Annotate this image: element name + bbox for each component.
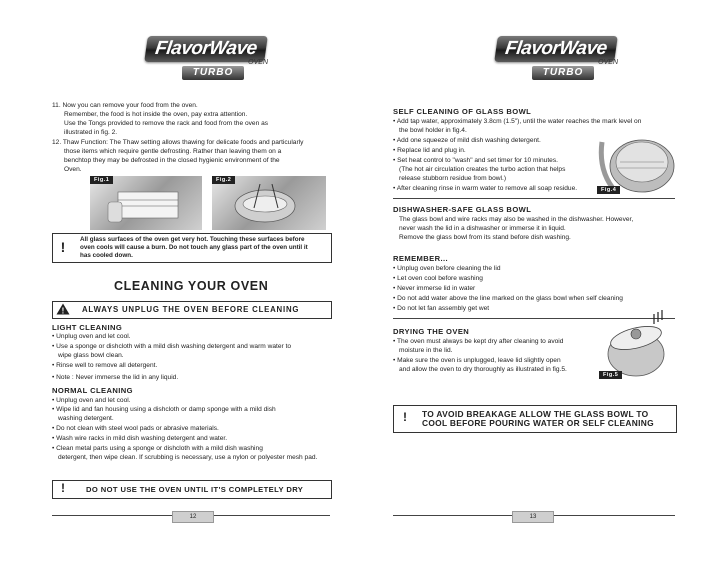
breakage-line: TO AVOID BREAKAGE ALLOW THE GLASS BOWL TO [422, 409, 649, 419]
logo-turbo: TURBO [532, 66, 594, 80]
flavorwave-logo-right [492, 26, 632, 82]
light-line: • Rinse well to remove all detergent. [52, 362, 158, 369]
warning-icon: ! [403, 410, 407, 424]
self-line: • Add tap water, approximately 3.8cm (1.5"), until the water reaches the mark level on [393, 118, 642, 125]
normal-cleaning-heading: NORMAL CLEANING [52, 386, 133, 395]
warning-icon: ! [61, 481, 65, 495]
fig1-drawing [100, 184, 195, 228]
list-line: Remember, the food is hot inside the oven, pay extra attention. [64, 111, 248, 118]
normal-line: • Wash wire racks in mild dish washing detergent and water. [52, 435, 228, 442]
list-line: those items which require gentle defrosting. Rather than leaving them on a [64, 148, 282, 155]
list-line: benchtop they may be defrosted in the closed hygienic environment of the [64, 157, 280, 164]
list-line: 11. Now you can remove your food from the oven. [52, 102, 198, 109]
page-number: 13 [512, 511, 554, 523]
remember-line: • Never immerse lid in water [393, 285, 476, 292]
dry-line: moisture in the lid. [399, 347, 453, 354]
dishwasher-heading: DISHWASHER-SAFE GLASS BOWL [393, 205, 532, 214]
normal-line: • Clean metal parts using a sponge or dishcloth with a mild dish washing [52, 445, 263, 452]
dry-line: and allow the oven to dry thoroughly as illustrated in fig.5. [399, 366, 567, 373]
light-cleaning-heading: LIGHT CLEANING [52, 323, 123, 332]
self-line: the bowl holder in fig.4. [399, 127, 467, 134]
normal-line: detergent, then wipe clean. If scrubbing is necessary, use a nylon or polyester mesh pad. [58, 454, 318, 461]
hot-warning-line: has cooled down. [80, 252, 133, 259]
list-line: Use the Tongs provided to remove the rack and food from the oven as [64, 120, 269, 127]
normal-line: washing detergent. [58, 415, 114, 422]
self-cleaning-heading: SELF CLEANING OF GLASS BOWL [393, 107, 532, 116]
logo-wordmark: FlavorWave [494, 36, 618, 62]
light-line: wipe glass bowl clean. [58, 352, 124, 359]
normal-line: • Unplug oven and let cool. [52, 397, 131, 404]
fig2-label: Fig.2 [212, 176, 235, 184]
remember-line: • Let oven cool before washing [393, 275, 483, 282]
light-line: • Use a sponge or dishcloth with a mild dish washing detergent and warm water to [52, 343, 292, 350]
fig2-drawing [220, 184, 320, 228]
page-number: 12 [172, 511, 214, 523]
light-line: • Note : Never immerse the lid in any liquid. [52, 374, 179, 381]
drying-heading: DRYING THE OVEN [393, 327, 470, 336]
svg-text:!: ! [61, 306, 65, 315]
normal-line: • Wipe lid and fan housing using a dishcloth or damp sponge with a mild dish [52, 406, 276, 413]
breakage-line: COOL BEFORE POURING WATER OR SELF CLEANING [422, 418, 654, 428]
list-line: 12. Thaw Function: The Thaw setting allows thawing for delicate foods and particularly [52, 139, 304, 146]
dry-line: • Make sure the oven is unplugged, leave lid slightly open [393, 357, 561, 364]
flavorwave-logo-left [142, 26, 282, 82]
dish-line: Remove the glass bowl from its stand before dish washing. [399, 234, 571, 241]
self-line: • After cleaning rinse in warm water to remove all soap residue. [393, 185, 578, 192]
section-rule [393, 198, 675, 199]
hot-warning-line: oven cools will cause a burn. Do not touch any glass part of the oven until it [80, 244, 308, 251]
list-line: illustrated in fig. 2. [64, 129, 118, 136]
self-line: • Replace lid and plug in. [393, 147, 466, 154]
remember-heading: REMEMBER... [393, 254, 449, 263]
logo-turbo: TURBO [182, 66, 244, 80]
dish-line: never wash the lid in a dishwasher or immerse it in liquid. [399, 225, 566, 232]
logo-sub: OVEN [248, 59, 268, 66]
fig1-label: Fig.1 [90, 176, 113, 184]
warning-triangle-icon [56, 303, 70, 315]
remember-line: • Do not let fan assembly get wet [393, 305, 490, 312]
fig5-label: Fig.5 [599, 371, 622, 379]
dry-banner-text: DO NOT USE THE OVEN UNTIL IT'S COMPLETELY DRY [86, 485, 304, 494]
remember-line: • Do not add water above the line marked on the glass bowl when self cleaning [393, 295, 623, 302]
self-line: • Add one squeeze of mild dish washing detergent. [393, 137, 541, 144]
self-line: (The hot air circulation creates the turbo action that helps [399, 166, 566, 173]
list-line: Oven. [64, 166, 82, 173]
hot-warning-line: All glass surfaces of the oven get very hot. Touching these surfaces before [80, 236, 305, 243]
warning-icon: ! [60, 239, 66, 255]
self-line: release stubborn residue from bowl.) [399, 175, 507, 182]
self-line: • Set heat control to "wash" and set timer for 10 minutes. [393, 157, 558, 164]
unplug-banner-text: ALWAYS UNPLUG THE OVEN BEFORE CLEANING [82, 305, 300, 314]
page-title: CLEANING YOUR OVEN [114, 279, 269, 293]
normal-line: • Do not clean with steel wool pads or abrasive materials. [52, 425, 219, 432]
light-line: • Unplug oven and let cool. [52, 333, 131, 340]
logo-sub: OVEN [598, 59, 618, 66]
dry-line: • The oven must always be kept dry after cleaning to avoid [393, 338, 564, 345]
remember-line: • Unplug oven before cleaning the lid [393, 265, 501, 272]
dish-line: The glass bowl and wire racks may also be washed in the dishwasher. However, [399, 216, 634, 223]
fig4-label: Fig.4 [597, 186, 620, 194]
logo-wordmark: FlavorWave [144, 36, 268, 62]
